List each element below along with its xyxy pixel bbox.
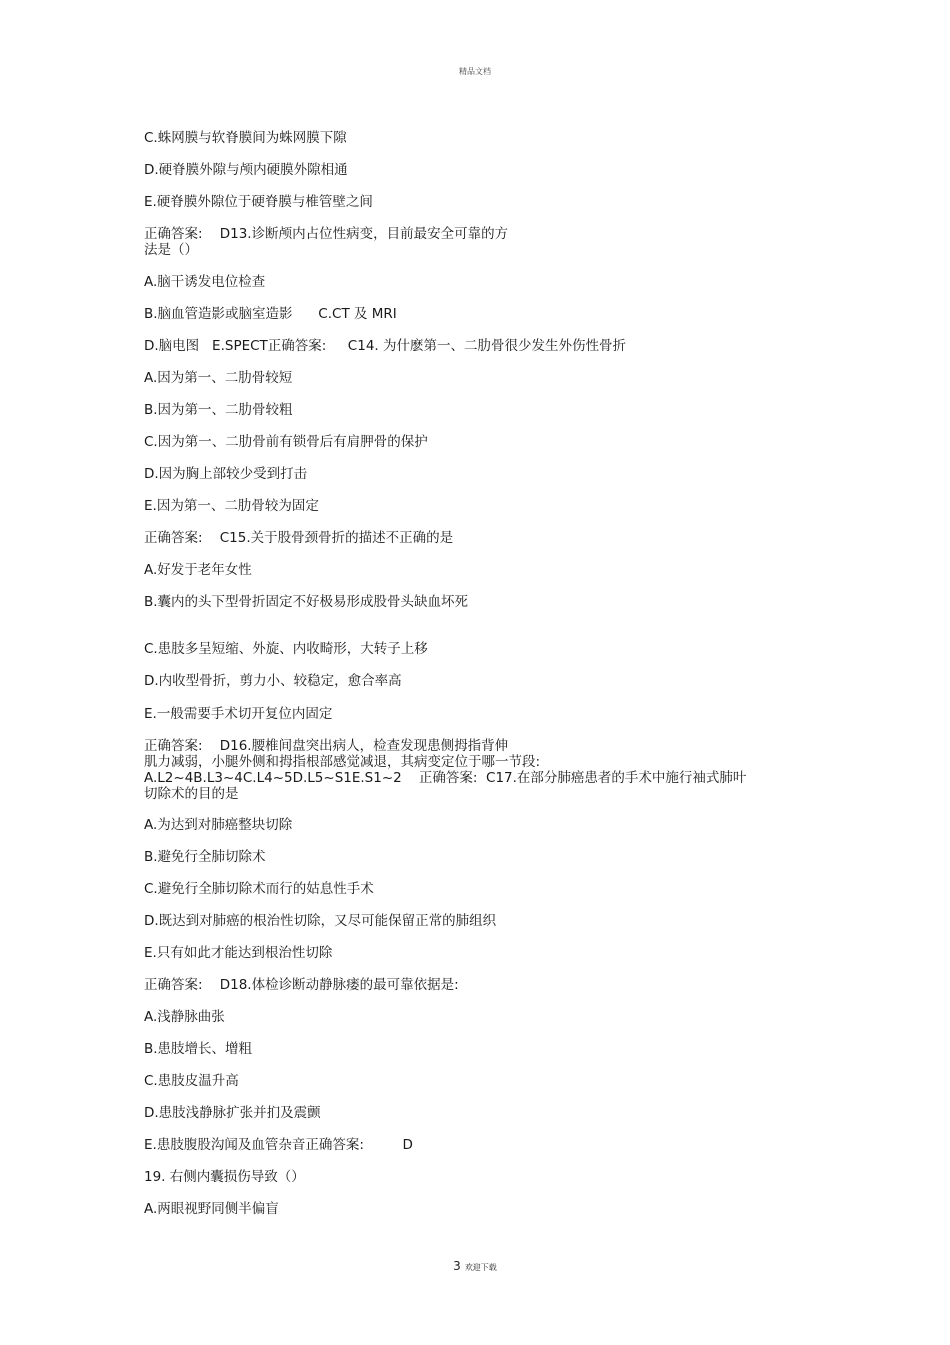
text-line: 正确答案: D13.诊断颅内占位性病变，目前最安全可靠的方 bbox=[144, 226, 509, 242]
text-line: C.因为第一、二肋骨前有锁骨后有肩胛骨的保护 bbox=[144, 434, 428, 450]
text-line: E.因为第一、二肋骨较为固定 bbox=[144, 498, 319, 514]
text-line: D.内收型骨折，剪力小、较稳定，愈合率高 bbox=[144, 673, 402, 689]
page-footer bbox=[0, 1259, 950, 1273]
text-line: A.为达到对肺癌整块切除 bbox=[144, 817, 293, 833]
text-line: D.患肢浅静脉扩张并扪及震颤 bbox=[144, 1105, 321, 1121]
text-line: D.既达到对肺癌的根治性切除，又尽可能保留正常的肺组织 bbox=[144, 913, 497, 929]
text-line: C.患肢皮温升高 bbox=[144, 1073, 239, 1089]
text-line: D.因为胸上部较少受到打击 bbox=[144, 466, 308, 482]
text-line: 切除术的目的是 bbox=[144, 786, 239, 802]
text-line: B.因为第一、二肋骨较粗 bbox=[144, 402, 293, 418]
text-line: 正确答案: D18.体检诊断动静脉瘘的最可靠依据是: bbox=[144, 977, 459, 993]
page-number: 3 bbox=[453, 1259, 461, 1273]
text-line: E.患肢腹股沟闻及血管杂音正确答案: D bbox=[144, 1137, 413, 1153]
text-line: A.脑干诱发电位检查 bbox=[144, 274, 266, 290]
text-line: B.患肢增长、增粗 bbox=[144, 1041, 253, 1057]
text-line: 正确答案: D16.腰椎间盘突出病人，检查发现患侧拇指背伸 bbox=[144, 738, 509, 754]
text-line: B.避免行全肺切除术 bbox=[144, 849, 266, 865]
text-line: A.好发于老年女性 bbox=[144, 562, 252, 578]
text-line: 法是（） bbox=[144, 242, 198, 258]
text-line: C.蛛网膜与软脊膜间为蛛网膜下隙 bbox=[144, 130, 347, 146]
text-line: A.两眼视野同侧半偏盲 bbox=[144, 1201, 279, 1217]
text-line: D.硬脊膜外隙与颅内硬膜外隙相通 bbox=[144, 162, 348, 178]
text-line: 正确答案: C15.关于股骨颈骨折的描述不正确的是 bbox=[144, 530, 454, 546]
text-line: E.一般需要手术切开复位内固定 bbox=[144, 706, 333, 722]
page-header: 精品文档 bbox=[459, 67, 491, 76]
text-line: A.浅静脉曲张 bbox=[144, 1009, 225, 1025]
text-line: A.因为第一、二肋骨较短 bbox=[144, 370, 293, 386]
text-line: B.囊内的头下型骨折固定不好极易形成股骨头缺血坏死 bbox=[144, 594, 469, 610]
text-line: C.患肢多呈短缩、外旋、内收畸形，大转子上移 bbox=[144, 641, 428, 657]
text-line: C.避免行全肺切除术而行的姑息性手术 bbox=[144, 881, 374, 897]
text-line: E.只有如此才能达到根治性切除 bbox=[144, 945, 333, 961]
text-line: 肌力减弱，小腿外侧和拇指根部感觉减退，其病变定位于哪一节段: bbox=[144, 754, 541, 770]
text-line: B.脑血管造影或脑室造影 C.CT 及 MRI bbox=[144, 306, 397, 322]
text-line: E.硬脊膜外隙位于硬脊膜与椎管壁之间 bbox=[144, 194, 373, 210]
footer-label: 欢迎下载 bbox=[464, 1263, 497, 1272]
text-line: A.L2~4B.L3~4C.L4~5D.L5~S1E.S1~2 正确答案: C17.在部分肺癌患者的手术中施行袖式肺叶 bbox=[144, 770, 747, 786]
text-line: 19. 右侧内囊损伤导致（） bbox=[144, 1169, 305, 1185]
text-line: D.脑电图 E.SPECT正确答案: C14. 为什麽第一、二肋骨很少发生外伤性骨折 bbox=[144, 338, 626, 354]
